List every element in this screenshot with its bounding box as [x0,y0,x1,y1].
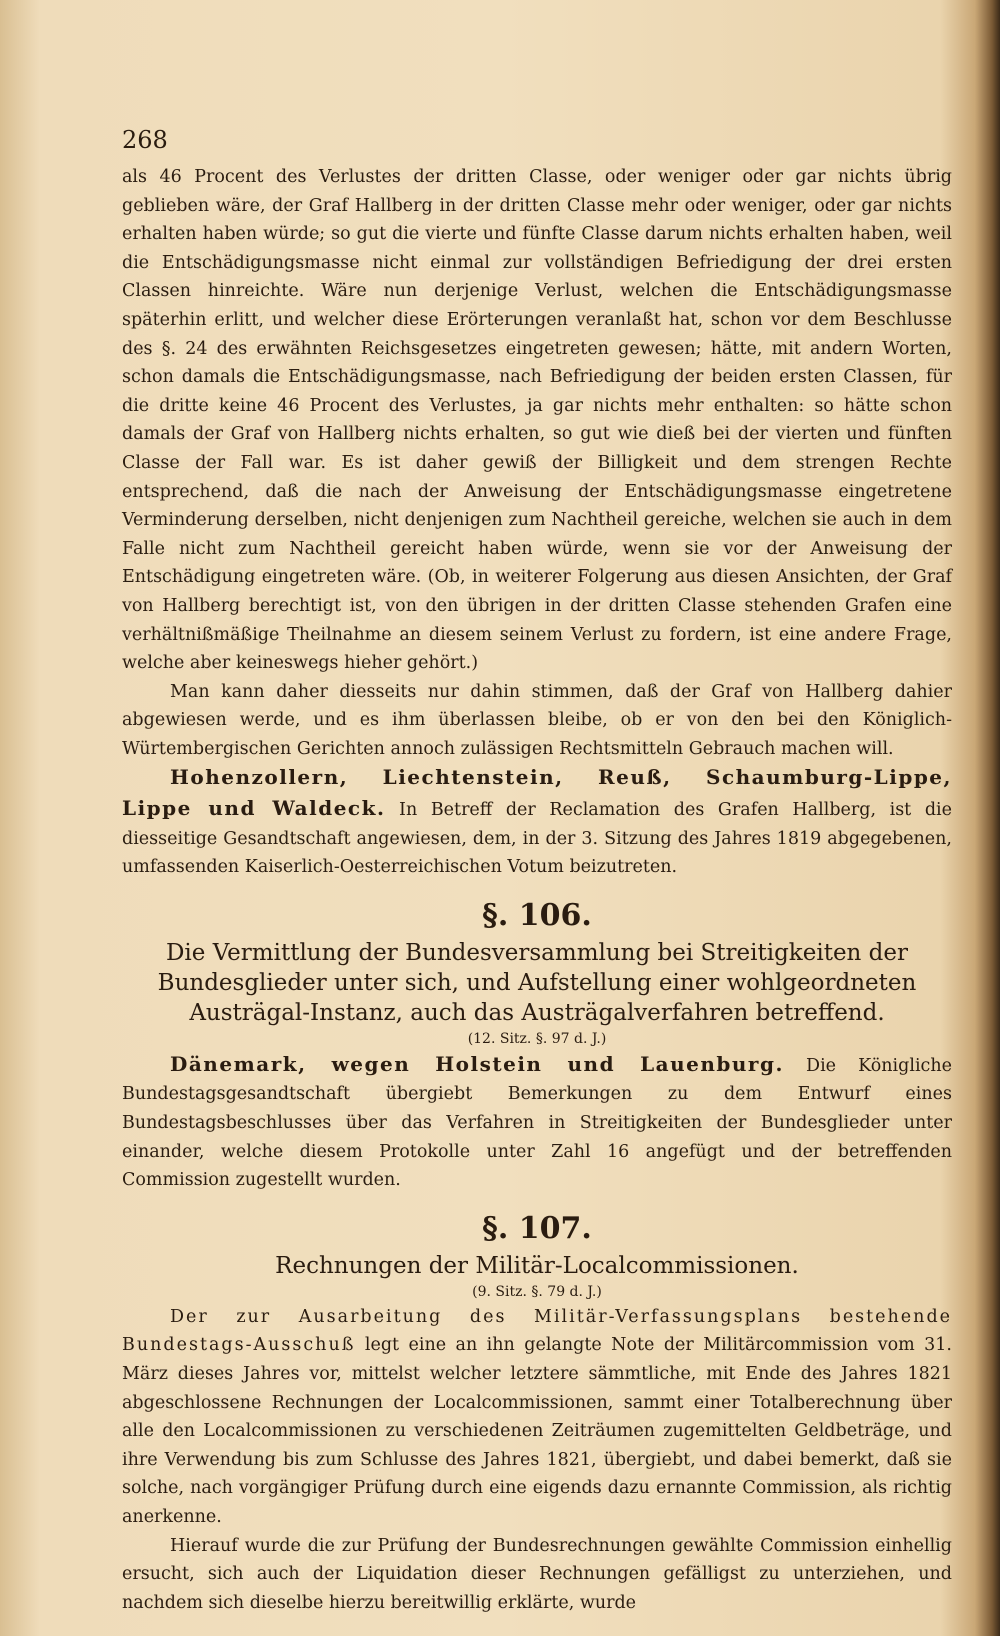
section-106-paragraph [122,1050,952,1195]
section-106-lead: Dänemark, wegen Holstein und Lauenburg. [170,1051,784,1076]
section-107-lead: Der zur Ausarbeitung des Militär-Verfassungsplans bestehende Bundestags-Ausschuß [122,1306,952,1356]
section-107-paragraph [122,1303,952,1532]
page-body [122,163,952,1617]
section-107-title: Rechnungen der Militär-Localcommissionen. [275,1252,799,1279]
section-107-reference: (9. Sitz. §. 79 d. J.) [472,1283,602,1300]
paragraph-states-vote [122,763,952,881]
section-106-reference: (12. Sitz. §. 97 d. J.) [467,1030,607,1047]
section-107-number: §. 107. [482,1210,592,1246]
page-number: 268 [122,126,168,154]
section-106-text: Die Königliche Bundestagsgesandtschaft übergiebt Bemerkungen zu dem Entwurf eines Bundestagsbeschlusses über das Verfahren in Streitigkeiten der Bundesglieder unter einander, welche diesem Protokolle unter Zahl 16 angefügt und der betreffenden Commission zugestellt wurden. [122,1055,952,1191]
section-107-paragraph-2: Hierauf wurde die zur Prüfung der Bundesrechnungen gewählte Commission einhellig ersucht, sich auch der Liquidation dieser Rechnungen gefälligst zu unterziehen, und nachdem sich dieselbe hierzu bereitwillig erklärte, wurde [122,1535,952,1613]
states-vote-text: In Betreff der Reclamation des Grafen Hallberg, ist die diesseitige Gesandtschaft angewiesen, dem, in der 3. Sitzung des Jahres 1819 abgegebenen, umfassenden Kaiserlich-Oesterreichischen Votum beizutreten. [122,800,952,878]
paragraph-vote-conclusion: Man kann daher diesseits nur dahin stimmen, daß der Graf von Hallberg dahier abgewiesen werde, und es ihm überlassen bleibe, ob er von den bei den Königlich-Würtembergischen Gerichten annoch zulässigen Rechtsmitteln Gebrauch machen will. [122,681,952,759]
section-107-text: legt eine an ihn gelangte Note der Militärcommission vom 31. März dieses Jahres vor, mittelst welcher letztere sämmtliche, mit Ende des Jahres 1821 abgeschlossene Rechnungen der Localcommissionen, sammt einer Totalberechnung über alle den Localcommissionen zu verschiedenen Zeiträumen zugemittelten Geldbeträge, und ihre Verwendung bis zum Schlusse des Jahres 1821, übergiebt, und dabei bemerkt, daß sie solche, nach vorgängiger Prüfung durch eine eigends dazu ernannte Commission, als richtig anerkenne. [122,1335,952,1527]
paragraph-continuation: als 46 Procent des Verlustes der dritten Classe, oder weniger oder gar nichts übrig geblieben wäre, der Graf Hallberg in der dritten Classe mehr oder weniger, oder gar nichts erhalten haben würde; so gut die vierte und fünfte Classe darum nichts erhalten haben, weil die Entschädigungsmasse nicht einmal zur vollständigen Befriedigung der drei ersten Classen hinreichte. Wäre nun derjenige Verlust, welchen die Entschädigungsmasse späterhin erlitt, und welcher diese Erörterungen veranlaßt hat, schon vor dem Beschlusse des §. 24 des erwähnten Reichsgesetzes eingetreten gewesen; hätte, mit andern Worten, schon damals die Entschädigungsmasse, nach Befriedigung der beiden ersten Classen, für die dritte keine 46 Procent des Verlustes, ja gar nichts mehr enthalten: so hätte schon damals der Graf von Hallberg nichts erhalten, so gut wie dieß bei der vierten und fünften Classe der Fall war. Es ist daher gewiß der Billigkeit und dem strengen Rechte entsprechend, daß die nach der Anweisung der Entschädigungsmasse eingetretene Verminderung derselben, nicht denjenigen zum Nachtheil gereiche, welchen sie auch in dem Falle nicht zum Nachtheil gereicht haben würde, wenn sie vor der Anweisung der Entschädigung eingetreten wäre. (Ob, in weiterer Folgerung aus diesen Ansichten, der Graf von Hallberg berechtigt ist, von den übrigen in der dritten Classe stehenden Grafen eine verhältnißmäßige Theilnahme an diesem seinem Verlust zu fordern, ist eine andere Frage, welche aber keineswegs hieher gehört.) [122,167,952,674]
section-106-number: §. 106. [482,897,592,933]
section-106-title: Die Vermittlung der Bundesversammlung bei Streitigkeiten der Bundesglieder unter sich, und Aufstellung einer wohlgeordneten Austrägal-Instanz, auch das Austrägalverfahren betreffend. [157,939,917,1026]
states-heading: Hohenzollern, Liechtenstein, Reuß, Schaumburg-Lippe, Lippe und Waldeck. [122,765,952,821]
